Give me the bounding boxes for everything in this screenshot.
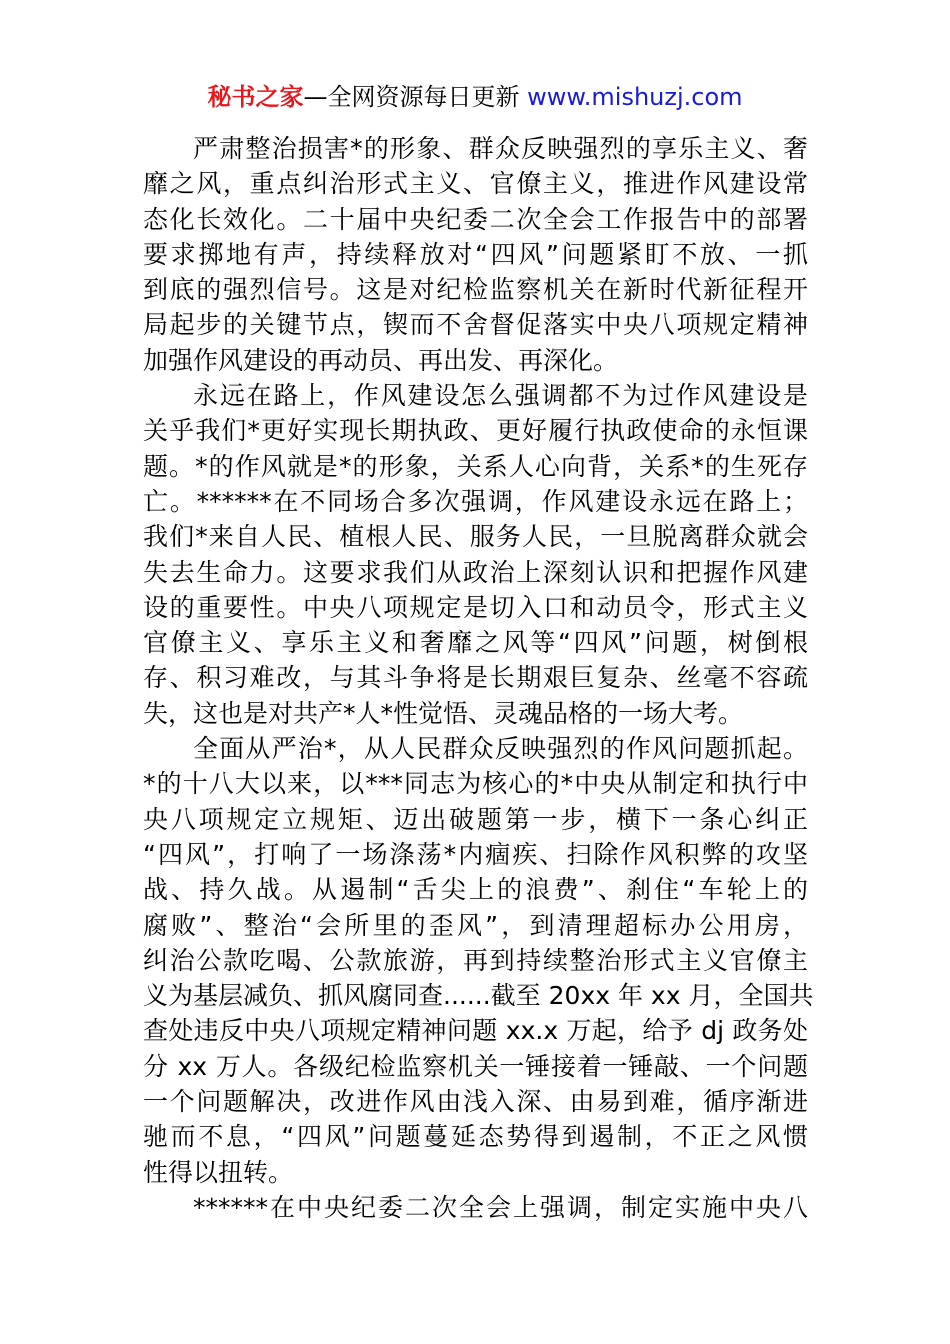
- text-line: 严肃整治损害*的形象、群众反映强烈的享乐主义、奢: [193, 134, 808, 163]
- text-line: 官僚主义、享乐主义和奢靡之风等“四风”问题，树倒根: [143, 628, 808, 658]
- paragraph-1: [143, 131, 808, 378]
- text-line: 查处违反中央八项规定精神问题 xx.x 万起，给予 dj 政务处: [143, 1016, 808, 1046]
- text-line: 失，这也是对共产*人*性觉悟、灵魂品格的一场大考。: [143, 698, 744, 728]
- text-line: 驰而不息，“四风”问题蔓延态势得到遏制，不正之风惯: [143, 1122, 808, 1152]
- text-line: 靡之风，重点纠治形式主义、官僚主义，推进作风建设常: [143, 169, 808, 199]
- text-line: 性得以扭转。: [143, 1157, 294, 1187]
- text-line: 要求掷地有声，持续释放对“四风”问题紧盯不放、一抓: [143, 239, 808, 269]
- text-line: 存、积习难改，与其斗争将是长期艰巨复杂、丝毫不容疏: [143, 663, 808, 693]
- text-line: 央八项规定立规矩、迈出破题第一步，横下一条心纠正: [143, 804, 808, 834]
- text-line: 失去生命力。这要求我们从政治上深刻认识和把握作风建: [143, 557, 808, 587]
- text-line: 我们*来自人民、植根人民、服务人民，一旦脱离群众就会: [143, 522, 808, 552]
- text-line: 分 xx 万人。各级纪检监察机关一锤接着一锤敲、一个问题: [143, 1051, 808, 1081]
- paragraph-2: [143, 378, 808, 731]
- site-brand: 秘书之家: [207, 83, 304, 111]
- text-line: 到底的强烈信号。这是对纪检监察机关在新时代新征程开: [143, 275, 808, 305]
- text-line: 腐败”、整治“会所里的歪风”，到清理超标办公用房，: [143, 910, 808, 940]
- text-line: 加强作风建设的再动员、再出发、再深化。: [143, 345, 619, 375]
- site-url-link[interactable]: www.mishuzj.com: [527, 83, 743, 111]
- site-tagline: —全网资源每日更新: [303, 83, 528, 111]
- text-line: 纠治公款吃喝、公款旅游，再到持续整治形式主义官僚主: [143, 945, 808, 975]
- site-header: [0, 80, 950, 114]
- text-line: 义为基层减负、抓风腐同查......截至 20xx 年 xx 月，全国共: [143, 981, 814, 1011]
- text-line: 一个问题解决，改进作风由浅入深、由易到难，循序渐进: [143, 1087, 808, 1117]
- text-line: 亡。******在不同场合多次强调，作风建设永远在路上；: [143, 486, 808, 516]
- text-line: 题。*的作风就是*的形象，关系人心向背，关系*的生死存: [143, 451, 808, 481]
- article-body: [143, 131, 814, 1225]
- text-line: 战、持久战。从遏制“舌尖上的浪费”、刹住“车轮上的: [143, 875, 808, 905]
- text-line: “四风”，打响了一场涤荡*内痼疾、扫除作风积弊的攻坚: [143, 839, 808, 869]
- text-line: 局起步的关键节点，锲而不舍督促落实中央八项规定精神: [143, 310, 808, 340]
- paragraph-4: [143, 1190, 808, 1225]
- text-line: 永远在路上，作风建设怎么强调都不为过作风建设是: [193, 381, 808, 411]
- text-line: ******在中央纪委二次全会上强调，制定实施中央八: [193, 1192, 808, 1222]
- paragraph-3: [143, 731, 814, 1190]
- text-line: 关乎我们*更好实现长期执政、更好履行执政使命的永恒课: [143, 416, 808, 446]
- text-line: 设的重要性。中央八项规定是切入口和动员令，形式主义: [143, 592, 808, 622]
- text-line: *的十八大以来，以***同志为核心的*中央从制定和执行中: [143, 769, 808, 799]
- text-line: 态化长效化。二十届中央纪委二次全会工作报告中的部署: [143, 204, 808, 234]
- text-line: 全面从严治*，从人民群众反映强烈的作风问题抓起。: [193, 734, 808, 764]
